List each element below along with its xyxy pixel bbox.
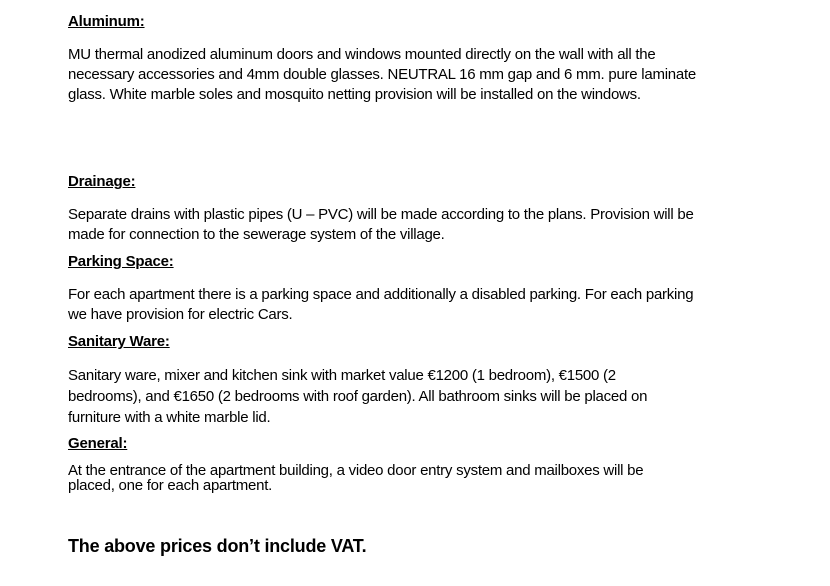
heading-aluminum: Aluminum: [68, 13, 145, 30]
paragraph-line: furniture with a white marble lid. [68, 409, 271, 426]
paragraph-parking-space [68, 285, 758, 325]
paragraph-line: glass. White marble soles and mosquito netting provision will be installed on the windows. [68, 86, 641, 103]
paragraph-general [68, 463, 758, 493]
vat-note: The above prices don’t include VAT. [68, 536, 367, 556]
paragraph-line: Separate drains with plastic pipes (U – PVC) will be made according to the plans. Provision will be [68, 206, 694, 223]
paragraph-line: MU thermal anodized aluminum doors and windows mounted directly on the wall with all the [68, 46, 656, 63]
heading-parking-space: Parking Space: [68, 253, 174, 270]
paragraph-line: placed, one for each apartment. [68, 477, 273, 494]
paragraph-aluminum [68, 45, 758, 105]
paragraph-line: Sanitary ware, mixer and kitchen sink with market value €1200 (1 bedroom), €1500 (2 [68, 367, 616, 384]
paragraph-sanitary-ware [68, 365, 758, 428]
paragraph-line: bedrooms), and €1650 (2 bedrooms with roof garden). All bathroom sinks will be placed on [68, 388, 648, 405]
heading-sanitary-ware: Sanitary Ware: [68, 333, 170, 350]
paragraph-line: At the entrance of the apartment building, a video door entry system and mailboxes will be [68, 462, 644, 479]
paragraph-line: necessary accessories and 4mm double glasses. NEUTRAL 16 mm gap and 6 mm. pure laminate [68, 66, 696, 83]
heading-general: General: [68, 435, 128, 452]
paragraph-line: we have provision for electric Cars. [68, 306, 293, 323]
heading-drainage: Drainage: [68, 173, 136, 190]
paragraph-drainage [68, 205, 758, 245]
paragraph-line: made for connection to the sewerage system of the village. [68, 226, 445, 243]
paragraph-line: For each apartment there is a parking space and additionally a disabled parking. For each parking [68, 286, 694, 303]
